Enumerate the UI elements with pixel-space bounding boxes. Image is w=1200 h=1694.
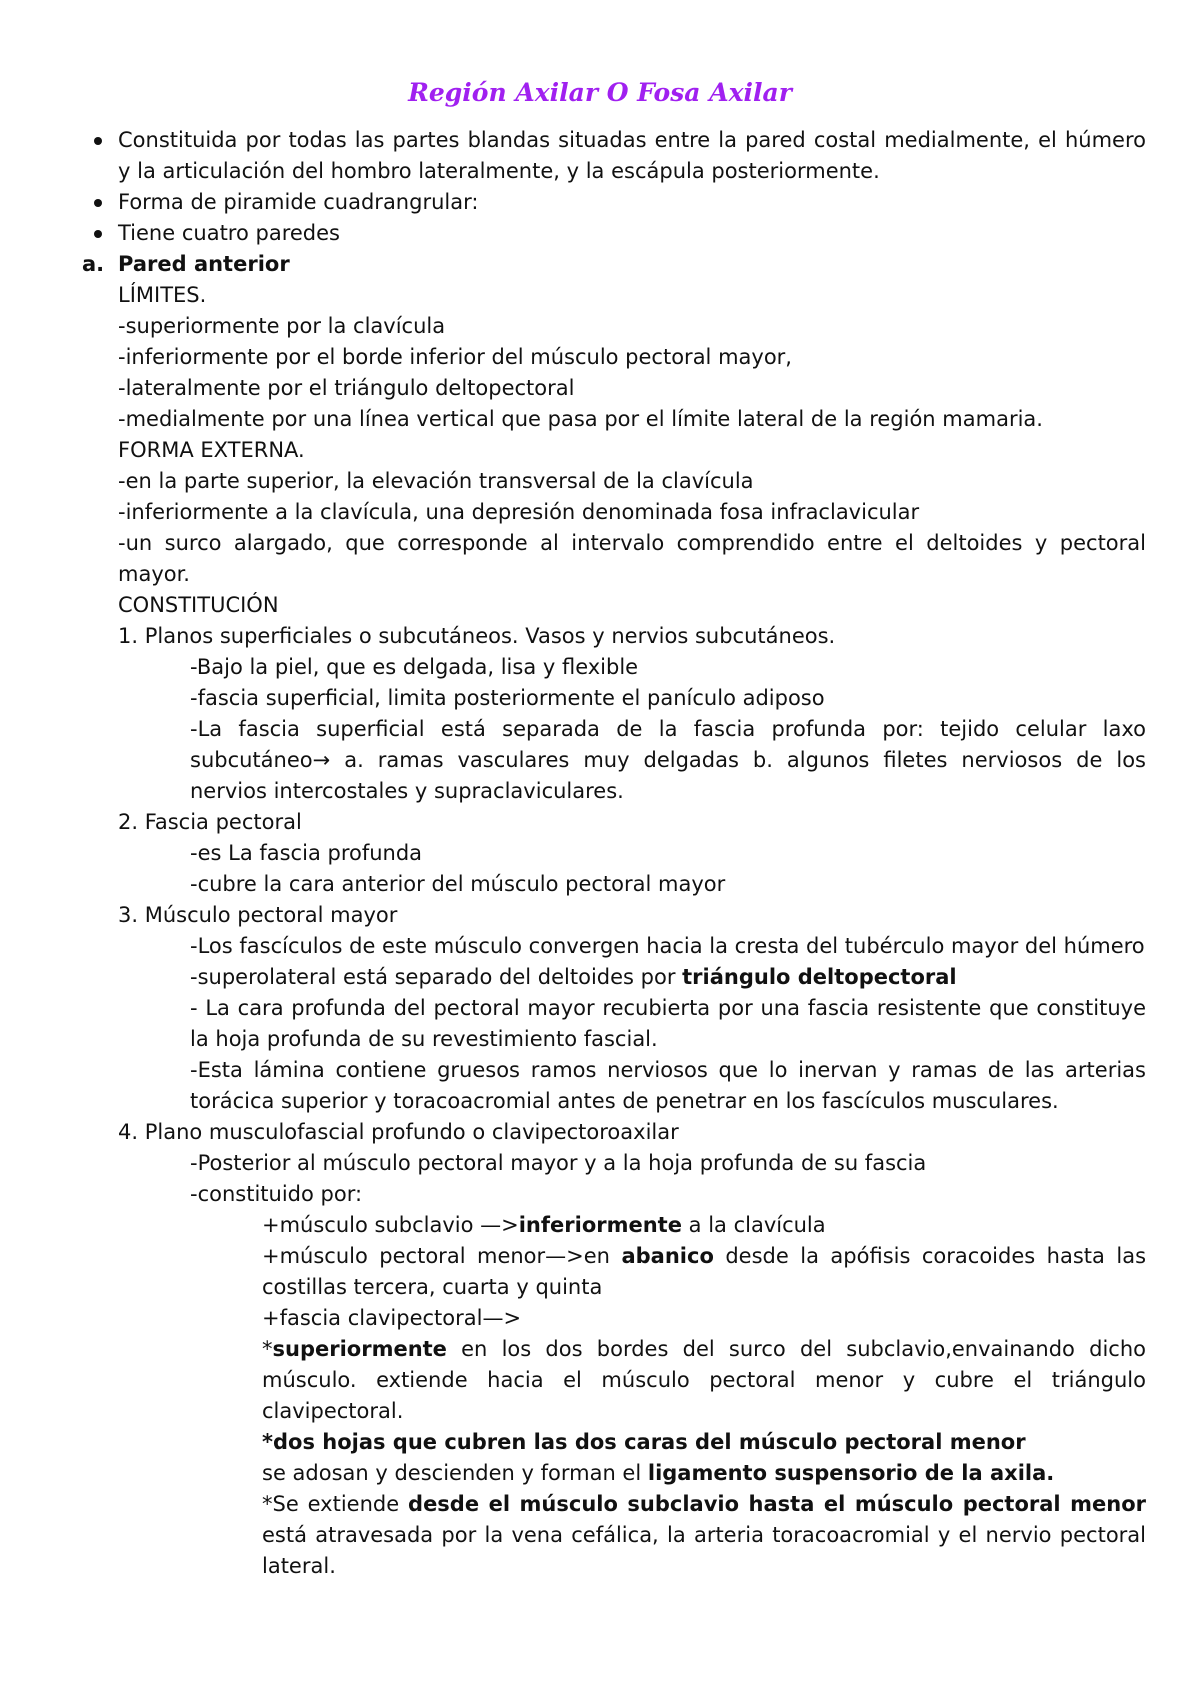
item-line: -Posterior al músculo pectoral mayor y a la hoja profunda de su fascia <box>190 1151 927 1175</box>
bullet-item: Forma de piramide cuadrangrular: <box>82 187 1146 218</box>
bold-term: desde el músculo subclavio hasta el músculo pectoral menor <box>408 1492 1146 1516</box>
item-line: -constituido por: <box>190 1182 363 1206</box>
limite-line: -superiormente por la clavícula <box>118 314 446 338</box>
sub-item: *Se extiende desde el músculo subclavio hasta el músculo pectoral menor está atravesada por la vena cefálica, la arteria toracoacromial y el nervio pectoral lateral. <box>262 1492 1146 1578</box>
document-body <box>82 125 1146 1582</box>
sub-item: +fascia clavipectoral—> <box>262 1306 522 1330</box>
bold-term: abanico <box>621 1244 714 1268</box>
bullet-icon <box>94 230 102 238</box>
bold-term: triángulo deltopectoral <box>682 965 957 989</box>
item-title: 3. Músculo pectoral mayor <box>118 903 398 927</box>
constitucion-label: CONSTITUCIÓN <box>118 593 279 617</box>
forma-line: -inferiormente a la clavícula, una depresión denominada fosa infraclavicular <box>118 500 920 524</box>
item-line: -fascia superficial, limita posteriormente el panículo adiposo <box>190 686 825 710</box>
item-line: -Los fascículos de este músculo convergen hacia la cresta del tubérculo mayor del húmero <box>190 934 1145 958</box>
item-title: 1. Planos superficiales o subcutáneos. Vasos y nervios subcutáneos. <box>118 624 836 648</box>
sub-item: se adosan y descienden y forman el ligamento suspensorio de la axila. <box>262 1461 1055 1485</box>
item-line: -superolateral está separado del deltoides por triángulo deltopectoral <box>190 965 957 989</box>
forma-label: FORMA EXTERNA. <box>118 438 305 462</box>
limite-line: -inferiormente por el borde inferior del músculo pectoral mayor, <box>118 345 792 369</box>
bold-term: inferiormente <box>518 1213 682 1237</box>
bold-term: superiormente <box>272 1337 447 1361</box>
bold-term: *dos hojas que cubren las dos caras del músculo pectoral menor <box>262 1430 1026 1454</box>
section-heading: a. Pared anterior <box>82 249 1146 280</box>
section-letter: a. <box>82 252 105 276</box>
item-title: 2. Fascia pectoral <box>118 810 302 834</box>
bold-term: ligamento suspensorio de la axila. <box>647 1461 1055 1485</box>
bullet-icon <box>94 137 102 145</box>
sub-item: +músculo subclavio —>inferiormente a la clavícula <box>262 1213 826 1237</box>
item-line: -cubre la cara anterior del músculo pectoral mayor <box>190 872 726 896</box>
page-title: Región Axilar O Fosa Axilar <box>408 78 792 107</box>
item-line: -es La fascia profunda <box>190 841 423 865</box>
item-line: -Bajo la piel, que es delgada, lisa y flexible <box>190 655 639 679</box>
sub-item <box>82 1427 1146 1458</box>
item-line: -La fascia superficial está separada de la fascia profunda por: tejido celular laxo subcutáneo→ a. ramas vasculares muy delgadas b. algunos filetes nerviosos de los nervios intercostales y supraclaviculares. <box>190 717 1146 803</box>
bullet-item: Tiene cuatro paredes <box>82 218 1146 249</box>
forma-line: -un surco alargado, que corresponde al intervalo comprendido entre el deltoides y pectoral mayor. <box>118 531 1146 586</box>
sub-item: +músculo pectoral menor—>en abanico desde la apófisis coracoides hasta las costillas tercera, cuarta y quinta <box>262 1244 1147 1299</box>
item-line: -Esta lámina contiene gruesos ramos nerviosos que lo inervan y ramas de las arterias torácica superior y toracoacromial antes de penetrar en los fascículos musculares. <box>190 1058 1146 1113</box>
limite-line: -medialmente por una línea vertical que pasa por el límite lateral de la región mamaria. <box>118 407 1043 431</box>
bullet-item: Constituida por todas las partes blandas situadas entre la pared costal medialmente, el húmero y la articulación del hombro lateralmente, y la escápula posteriormente. <box>82 125 1146 187</box>
limites-label: LÍMITES. <box>118 283 207 307</box>
item-title: 4. Plano musculofascial profundo o clavipectoroaxilar <box>118 1120 679 1144</box>
sub-item: *superiormente en los dos bordes del surco del subclavio,envainando dicho músculo. extiende hacia el músculo pectoral menor y cubre el triángulo clavipectoral. <box>262 1337 1146 1423</box>
forma-line: -en la parte superior, la elevación transversal de la clavícula <box>118 469 754 493</box>
limite-line: -lateralmente por el triángulo deltopectoral <box>118 376 575 400</box>
bullet-icon <box>94 199 102 207</box>
item-line: - La cara profunda del pectoral mayor recubierta por una fascia resistente que constituye la hoja profunda de su revestimiento fascial. <box>190 996 1146 1051</box>
